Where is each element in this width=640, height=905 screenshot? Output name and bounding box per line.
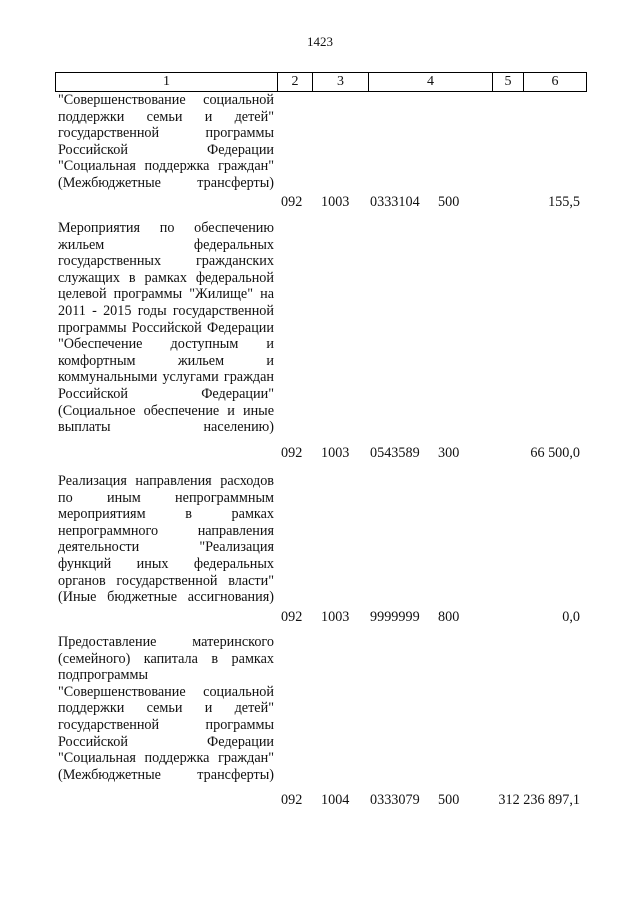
header-col-1: 1 [56,73,278,91]
row-col-3: 1003 [321,445,350,461]
page-number: 1423 [307,34,333,49]
row-col-4: 0333104 [370,194,420,210]
row-col-6: 312 236 897,1 [498,792,580,808]
row-col-4: 9999999 [370,609,420,625]
row-col-3: 1003 [321,194,350,210]
table-row [58,473,588,628]
row-description: Мероприятия по обеспечению жильем федеральных государственных гражданских служащих в рамках федеральной целевой программы "Жилище" на 2011 - 2015 годы государственной программы Российской Федерации "Обеспечение доступным и комфортным жильем и коммунальными услугами граждан Российской Федерации" (Социальное обеспечение и иные выплаты населению) [58,220,274,436]
row-col-6: 0,0 [562,609,580,625]
row-col-2: 092 [281,609,303,625]
row-col-6: 155,5 [548,194,580,210]
row-description: Предоставление материнского (семейного) капитала в рамках подпрограммы "Совершенствование социальной поддержки семьи и детей" государственной программы Российской Федерации "Социальная поддержка граждан" (Межбюджетные трансферты) [58,634,274,783]
row-col-3: 1004 [321,792,350,808]
table-header [55,72,587,92]
header-col-4: 4 [369,73,493,91]
row-description: "Совершенствование социальной поддержки семьи и детей" государственной программы Российской Федерации "Социальная поддержка граждан" (Межбюджетные трансферты) [58,92,274,191]
row-col-2: 092 [281,792,303,808]
row-col-4: 0543589 [370,445,420,461]
row-col-6: 66 500,0 [530,445,580,461]
row-col-5: 500 [438,194,460,210]
row-col-5: 300 [438,445,460,461]
table-row [58,634,588,814]
header-col-3: 3 [313,73,369,91]
header-col-5: 5 [493,73,524,91]
row-description: Реализация направления расходов по иным непрограммным мероприятиям в рамках непрограммного направления деятельности "Реализация функций иных федеральных органов государственной власти" (Иные бюджетные ассигнования) [58,473,274,606]
row-col-2: 092 [281,445,303,461]
row-col-4: 0333079 [370,792,420,808]
table-row [58,220,588,465]
table-row [58,92,588,212]
header-col-6: 6 [551,74,559,89]
row-col-2: 092 [281,194,303,210]
header-col-2: 2 [278,73,313,91]
row-col-5: 500 [438,792,460,808]
row-col-5: 800 [438,609,460,625]
row-col-3: 1003 [321,609,350,625]
